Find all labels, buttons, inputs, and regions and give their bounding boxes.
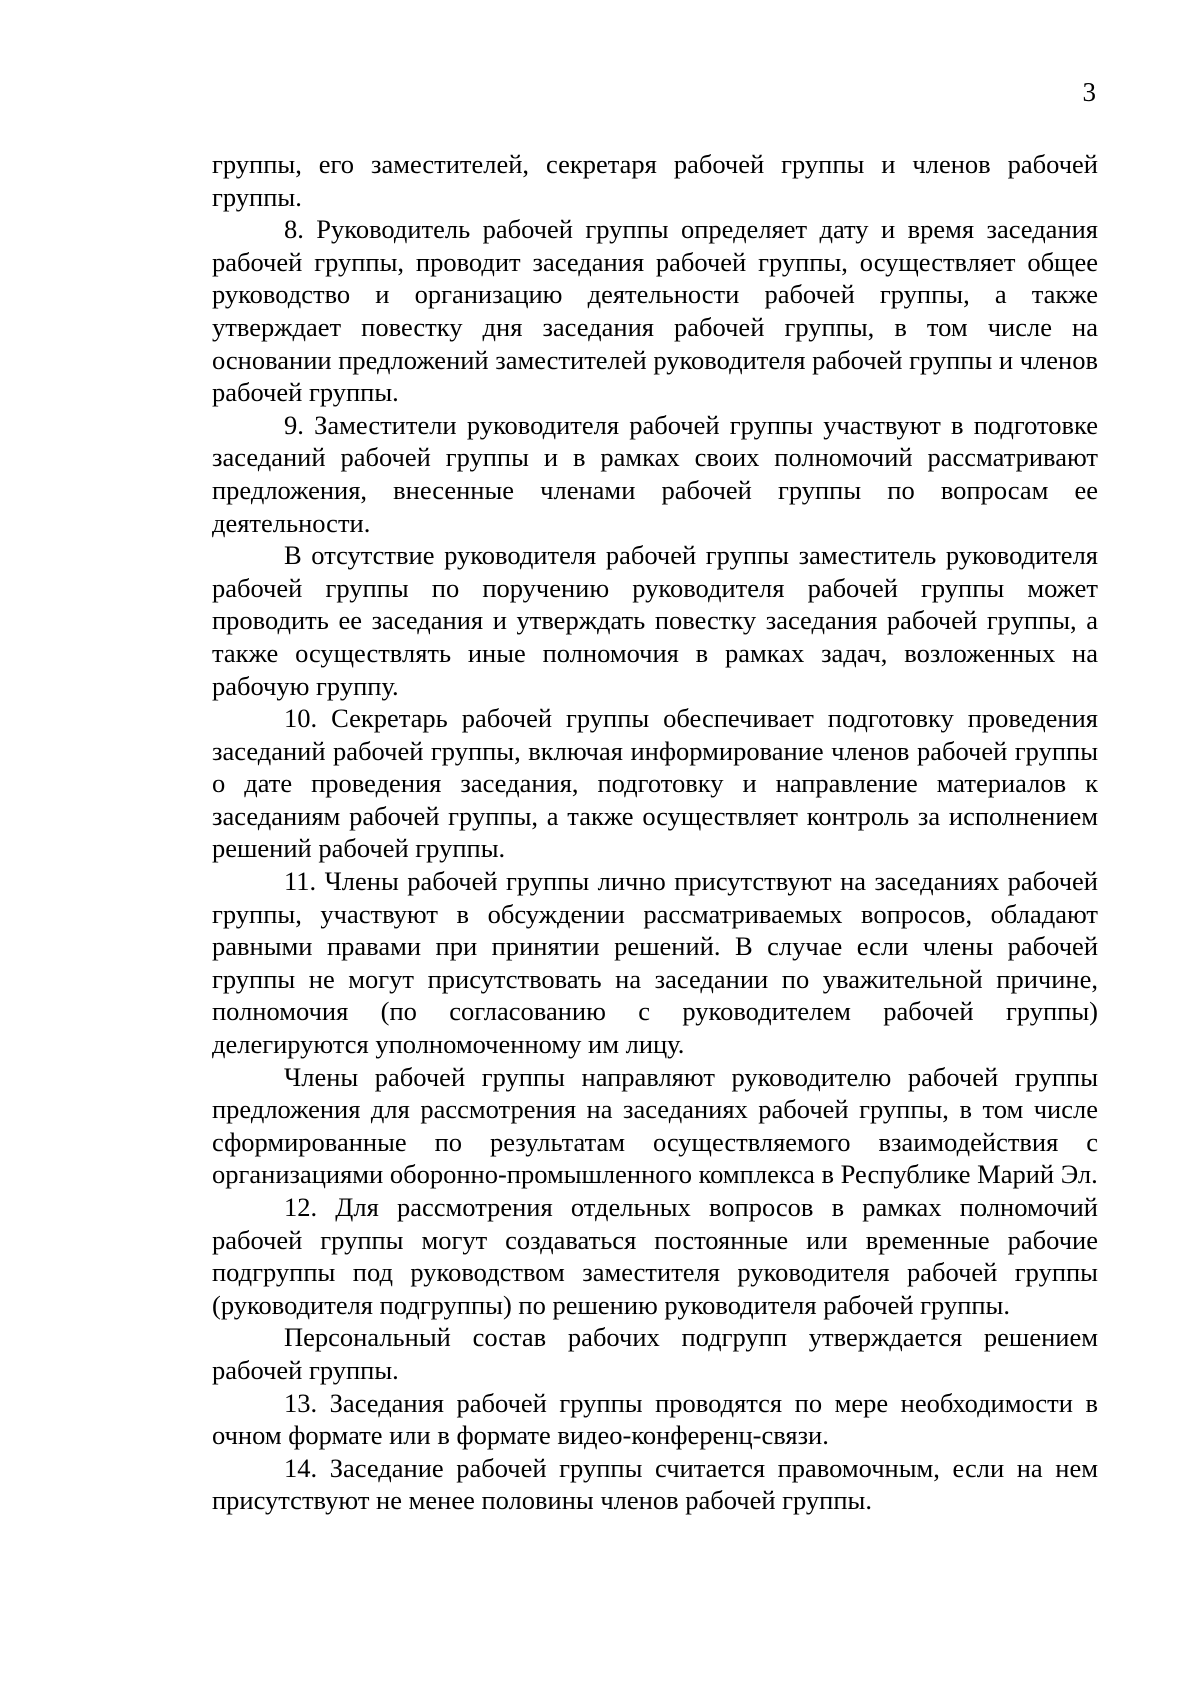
paragraph: Персональный состав рабочих подгрупп утверждается решением рабочей группы. bbox=[212, 1322, 1098, 1385]
paragraph-13: 13. Заседания рабочей группы проводятся по мере необходимости в очном формате или в формате видео-конференц-связи. bbox=[212, 1387, 1098, 1451]
paragraph: Члены рабочей группы направляют руководителю рабочей группы предложения для рассмотрения на заседаниях рабочей группы, в том числе сформированные по результатам осуществляемого взаимодействия с организациями оборонно-промышленного комплекса в Республике Марий Эл. bbox=[212, 1061, 1098, 1190]
paragraph-11: 11. Члены рабочей группы лично присутствуют на заседаниях рабочей группы, участвуют в обсуждении рассматриваемых вопросов, обладают равными правами при принятии решений. В случае если члены рабочей группы не могут присутствовать на заседании по уважительной причине, полномочия (по согласованию с руководителем рабочей группы) делегируются уполномоченному им лицу. bbox=[212, 866, 1098, 1060]
paragraph-10: 10. Секретарь рабочей группы обеспечивает подготовку проведения заседаний рабочей группы, включая информирование членов рабочей группы о дате проведения заседания, подготовку и направление материалов к заседаниям рабочей группы, а также осуществляет контроль за исполнением решений рабочей группы. bbox=[212, 703, 1098, 864]
paragraph-9: 9. Заместители руководителя рабочей группы участвуют в подготовке заседаний рабочей группы и в рамках своих полномочий рассматривают предложения, внесенные членами рабочей группы по вопросам ее деятельности. bbox=[212, 409, 1098, 538]
paragraph-12: 12. Для рассмотрения отдельных вопросов в рамках полномочий рабочей группы могут создаваться постоянные или временные рабочие подгруппы под руководством заместителя руководителя рабочей группы (руководителя подгруппы) по решению руководителя рабочей группы. bbox=[212, 1192, 1098, 1320]
document-body bbox=[212, 148, 1098, 1517]
paragraph: группы, его заместителей, секретаря рабочей группы и членов рабочей группы. bbox=[212, 149, 1098, 212]
paragraph-8: 8. Руководитель рабочей группы определяет дату и время заседания рабочей группы, проводит заседания рабочей группы, осуществляет общее руководство и организацию деятельности рабочей группы, а также утверждает повестку дня заседания рабочей группы, в том числе на основании предложений заместителей руководителя рабочей группы и членов рабочей группы. bbox=[212, 214, 1098, 408]
page-number: 3 bbox=[1082, 77, 1096, 107]
paragraph: В отсутствие руководителя рабочей группы заместитель руководителя рабочей группы по поручению руководителя рабочей группы может проводить ее заседания и утверждать повестку заседания рабочей группы, а также осуществлять иные полномочия в рамках задач, возложенных на рабочую группу. bbox=[212, 540, 1098, 701]
paragraph-14: 14. Заседание рабочей группы считается правомочным, если на нем присутствуют не менее половины членов рабочей группы. bbox=[212, 1452, 1098, 1516]
